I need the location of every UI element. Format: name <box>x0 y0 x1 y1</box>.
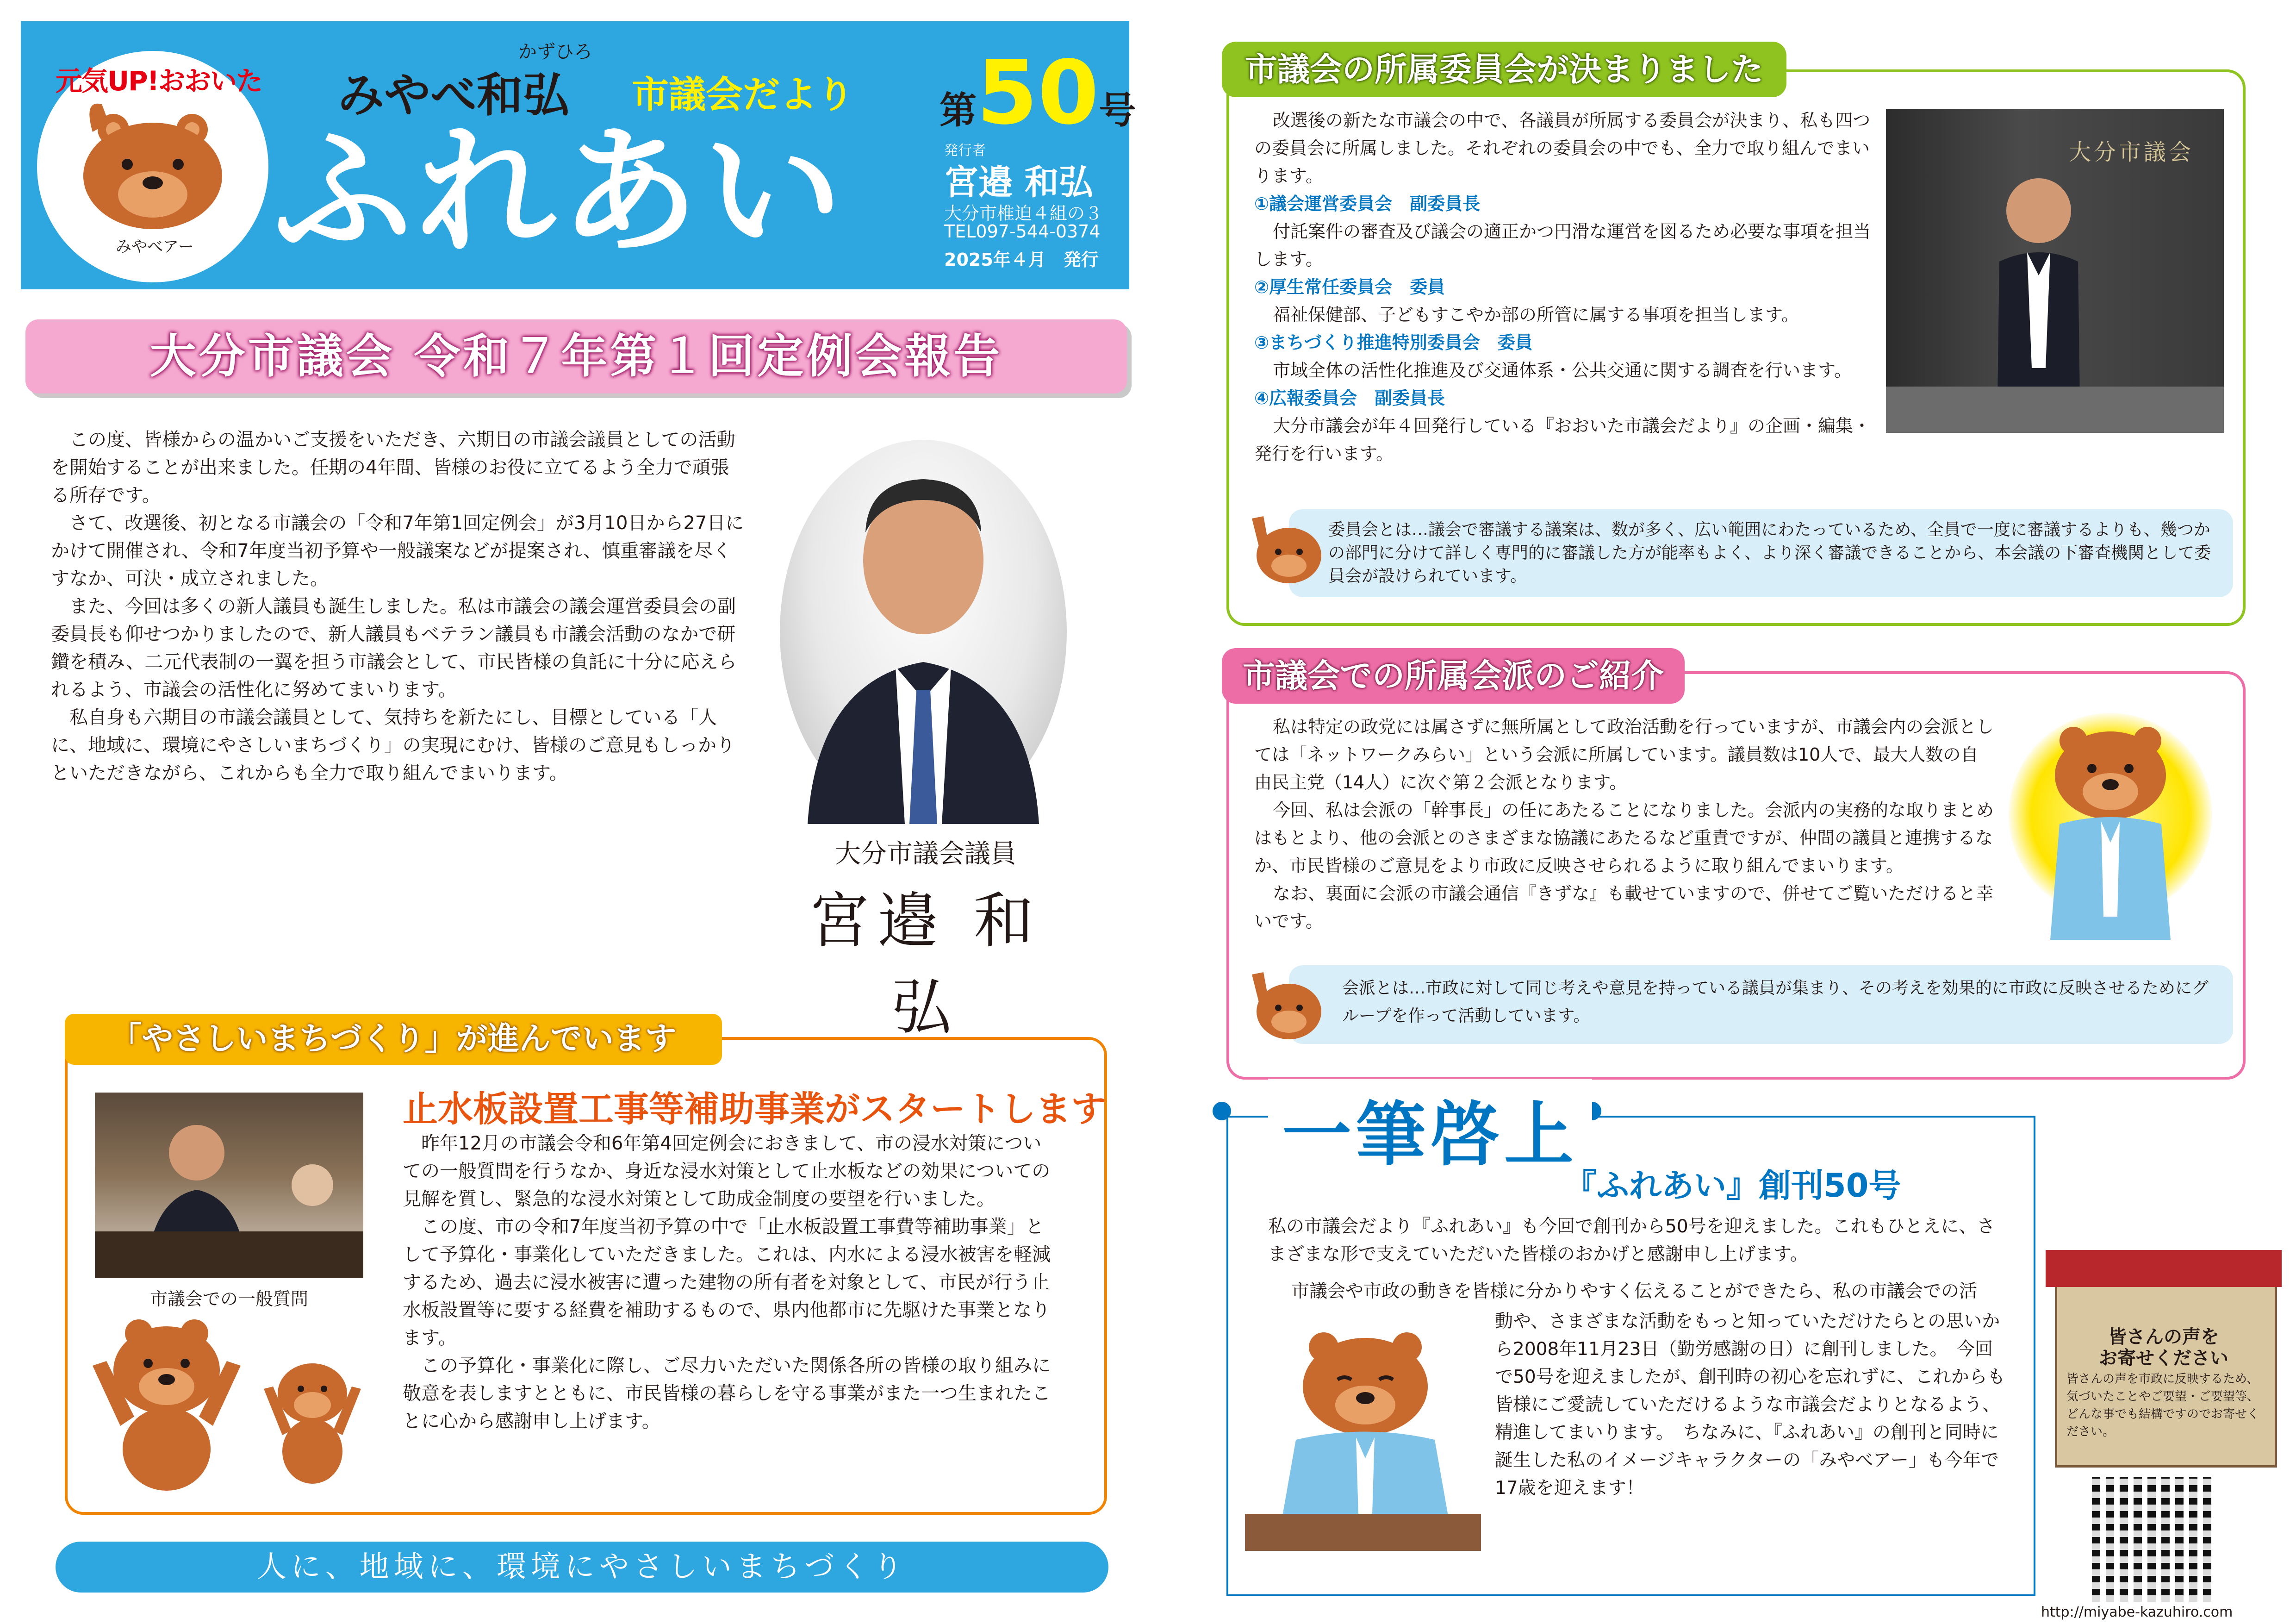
subsidy-paragraph: この度、市の令和7年度当初予算の中で「止水板設置工事費等補助事業」として予算化・事業化していただきました。これは、内水による浸水被害を軽減するため、過去に浸水被害に遭った建物の所有者を対象として、市民が行う止水板設置等に要する経費を補助するもので、県内他都市に先駆けた事業となります。 <box>403 1216 1051 1349</box>
title-dot <box>1213 1102 1231 1120</box>
bear-suit-icon <box>2022 722 2198 944</box>
faction-tab-label: 市議会での所属会派のご紹介 <box>1243 657 1664 695</box>
ippitsu-title: 一筆啓上 <box>1268 1079 1592 1179</box>
portrait-photo <box>780 440 1067 824</box>
committee-item-head: ③まちづくり推進特別委員会 委員 <box>1254 332 1533 353</box>
bear-note-icon <box>1245 965 1324 1044</box>
faction-note: 会派とは…市政に対して同じ考えや意見を持っている議員が集まり、その考えを効果的に市政に反映させるためにグループを作って活動しています。 <box>1342 979 2209 1025</box>
subsidy-paragraph: この予算化・事業化に際し、ご尽力いただいた関係各所の皆様の取り組みに敬意を表しますとともに、市民皆様の暮らしを守る事業がまた一つ生まれたことに心から感謝申し上げます。 <box>403 1355 1051 1432</box>
issue-value: 50 <box>977 42 1099 144</box>
publication-date: 2025年４月 発行 <box>944 250 1099 270</box>
bear-cheer-icon <box>83 1310 250 1495</box>
publisher-name: 宮邉 和弘 <box>944 162 1093 202</box>
issue-suffix: 号 <box>1099 89 1136 132</box>
committee-item-body: 福祉保健部、子どもすこやか部の所管に属する事項を担当します。 <box>1273 305 1799 325</box>
faction-body <box>1254 713 1995 935</box>
committee-item-head: ④広報委員会 副委員長 <box>1254 388 1445 408</box>
masthead-slogan: 元気UP!おおいた <box>56 65 262 97</box>
intro-paragraph: この度、皆様からの温かいご支援をいただき、六期目の市議会議員としての活動を開始することが出来ました。任期の4年間、皆様のお役に立てるよう全力で頑張る所存です。 <box>51 429 735 506</box>
bear-bowing-icon <box>1263 1329 1467 1518</box>
committee-item-body: 付託案件の審査及び議会の適正かつ円滑な運営を図るため必要な事項を担当します。 <box>1254 221 1871 269</box>
anniversary-paragraph: 市議会や市政の動きを皆様に分かりやすく伝えることができたら、私の市議会での活 <box>1291 1281 1978 1302</box>
portrait-figure-icon <box>780 440 1067 824</box>
faction-paragraph: 私は特定の政党には属さずに無所属として政治活動を行っていますが、市議会内の会派としては「ネットワークみらい」という会派に所属しています。議員数は10人で、最大人数の自由民主党（14人）に次ぐ第２会派となります。 <box>1254 717 1994 793</box>
website-url[interactable]: http://miyabe-kazuhiro.com <box>2041 1604 2233 1620</box>
publisher-tel: TEL097-544-0374 <box>944 221 1101 242</box>
intro-paragraph: また、今回は多くの新人議員も誕生しました。私は市議会の議会運営委員会の副委員長も仰せつかりましたので、新人議員もベテラン議員も市議会活動のなかで研鑽を積み、二元代表制の一翼を担う市議会として、市民皆様の負託に十分に応えられるよう、市議会の活性化に努めてまいります。 <box>51 596 737 700</box>
committee-intro: 改選後の新たな市議会の中で、各議員が所属する委員会が決まり、私も四つの委員会に所属しました。それぞれの委員会の中でも、全力で取り組んでまいります。 <box>1254 110 1871 186</box>
author-furigana: かずひろ <box>518 41 592 62</box>
portrait-name: 宮邉 和弘 <box>809 886 1042 1043</box>
portrait-role: 大分市議会議員 <box>835 839 1016 869</box>
city-hall-sign: 大分市議会 <box>2069 139 2194 165</box>
committee-tab-label: 市議会の所属委員会が決まりました <box>1245 50 1763 88</box>
mascot-caption: みやべアー <box>116 237 194 256</box>
subsidy-paragraph: 昨年12月の市議会令和6年第4回定例会におきまして、市の浸水対策についての一般質問を行うなか、身近な浸水対策として止水板などの効果についての見解を質し、緊急的な浸水対策として助成金制度の要望を行いました。 <box>403 1133 1051 1210</box>
issue-number <box>940 42 1136 144</box>
miyabear-mascot-icon <box>65 95 241 234</box>
faction-paragraph: なお、裏面に会派の市議会通信『きずな』も載せていますので、併せてご覧いただけると幸いです。 <box>1254 883 1994 931</box>
publisher-label: 発行者 <box>944 143 986 159</box>
assembly-question-photo <box>95 1093 363 1278</box>
newsletter-kind: 市議会だより <box>632 73 854 116</box>
committee-item-head: ②厚生常任委員会 委員 <box>1254 277 1445 297</box>
intro-paragraph: 私自身も六期目の市議会議員として、気持ちを新たにし、目標としている「人に、地域に、環境にやさしいまちづくり」の実現にむけ、皆様のご意見もしっかりといただきながら、これからも全力で取り組んでまいります。 <box>51 707 735 784</box>
anniversary-paragraph: 動や、さまざまな活動をもっと知っていただけたらとの思いから2008年11月23日（勤労感謝の日）に創刊しました。 今回で50号を迎えましたが、創刊時の初心を忘れずに、これからも皆様にご愛読していただけるような市議会だよりとなるよう、精進してまいります。 ちなみに、『ふれあい』の創刊と同時に誕生した私のイメージキャラクターの「みやべアー」も今年で17歳を迎えます！ <box>1495 1311 2005 1499</box>
intro-paragraph: さて、改選後、初となる市議会の「令和7年第1回定例会」が3月10日から27日にかけて開催され、令和7年度当初予算や一般議案などが提案され、慎重審議を尽くすなか、可決・成立されました。 <box>51 512 744 589</box>
committee-item-body: 大分市議会が年４回発行している『おおいた市議会だより』の企画・編集・発行を行います。 <box>1254 416 1871 464</box>
committee-item-body: 市域全体の活性化推進及び交通体系・公共交通に関する調査を行います。 <box>1273 360 1852 381</box>
bear-small-cheer-icon <box>259 1352 366 1486</box>
feedback-title: 皆さんの声を お寄せください <box>2099 1326 2228 1369</box>
bear-note-icon <box>1245 509 1324 588</box>
anniversary-title: 『ふれあい』創刊50号 <box>1564 1167 1901 1205</box>
subsidy-title: 止水板設置工事等補助事業がスタートします <box>403 1088 1106 1130</box>
faction-paragraph: 今回、私は会派の「幹事長」の任にあたることになりました。会派内の実務的な取りまとめはもとより、他の会派とのさまざまな協議にあたるなど重責ですが、仲間の議員と連携するなか、市民皆様のご意見をより市政に反映させられるように取り組んでまいります。 <box>1254 800 1994 876</box>
intro-article <box>51 426 745 787</box>
podium <box>1245 1514 1481 1551</box>
committee-item-head: ①議会運営委員会 副委員長 <box>1254 194 1481 214</box>
qr-code-pattern <box>2092 1477 2217 1602</box>
speaker-figure-icon <box>95 1093 363 1278</box>
anniversary-paragraph: 私の市議会だより『ふれあい』も今回で創刊から50号を迎えました。これもひとえに、さまざまな形で支えていただいた皆様のおかげと感謝申し上げます。 <box>1268 1216 1995 1265</box>
committee-body <box>1254 106 1884 468</box>
feedback-text: 皆さんの声を市政に反映するため、気づいたことやご要望・ご要望等、どんな事でも結構ですのでお寄せください。 <box>2066 1372 2259 1439</box>
slogan-text: 人に、地域に、環境にやさしいまちづくり <box>256 1550 908 1584</box>
machizukuri-tab-label: 「やさしいまちづくり」が進んでいます <box>110 1021 677 1057</box>
committee-note: 委員会とは…議会で審議する議案は、数が多く、広い範囲にわたっているため、全員で一度に審議するよりも、幾つかの部門に分けて詳しく専門的に審議した方が能率もよく、より深く審議できることから、本会議の下審査機関として委員会が設けられています。 <box>1328 520 2211 586</box>
subsidy-body <box>403 1130 1060 1435</box>
assembly-question-caption: 市議会での一般質問 <box>149 1289 308 1309</box>
issue-prefix: 第 <box>940 89 977 132</box>
feedback-board-roof <box>2046 1250 2282 1287</box>
newsletter-title: ふれあい <box>273 111 847 273</box>
headline: 大分市議会 令和７年第１回定例会報告 <box>149 329 1003 383</box>
author-name-heading: みやべ和弘 <box>338 68 569 122</box>
publisher-address: 大分市椎迫４組の３ <box>944 203 1103 224</box>
